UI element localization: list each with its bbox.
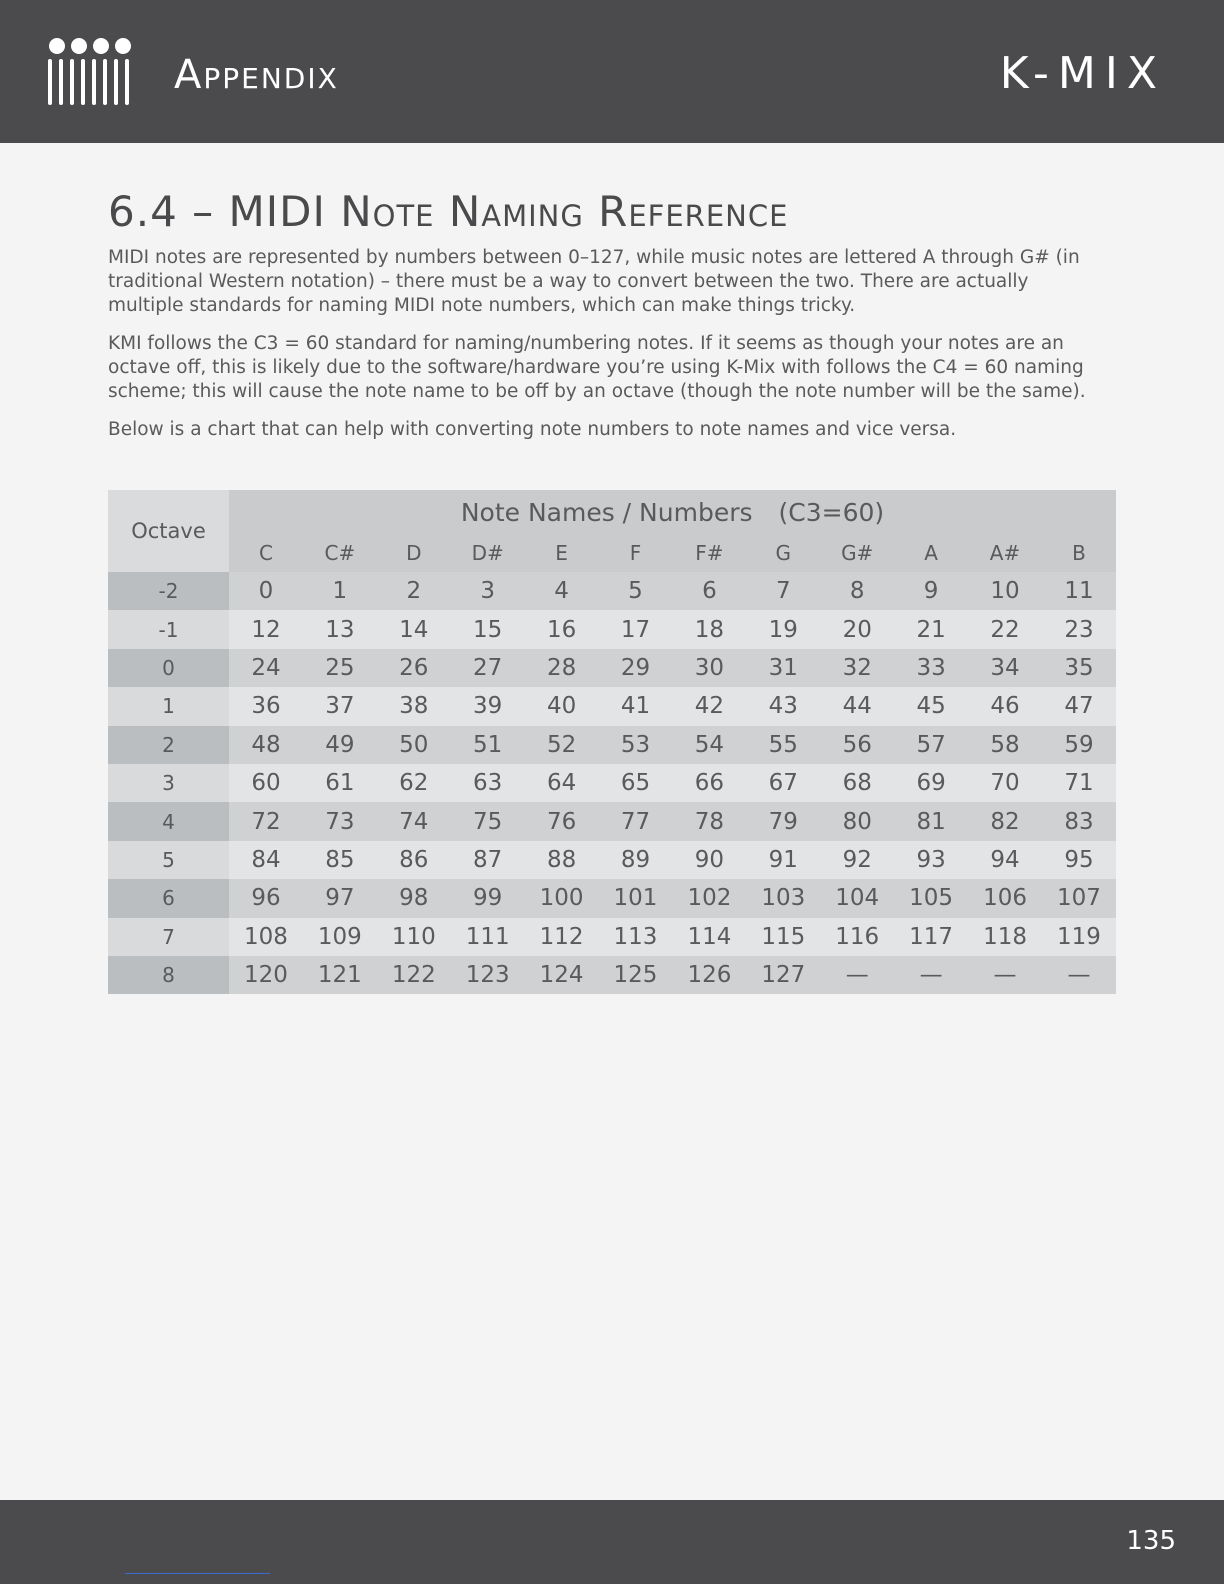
- page-number: 135: [1126, 1526, 1176, 1556]
- note-number-cell: 52: [525, 726, 599, 764]
- table-row: [108, 610, 1116, 648]
- note-number-cell: 108: [229, 918, 303, 956]
- octave-cell: -2: [108, 572, 229, 610]
- note-header-cell: E: [525, 534, 599, 572]
- note-header-cell: A: [894, 534, 968, 572]
- note-number-cell: 1: [303, 572, 377, 610]
- note-number-cell: 117: [894, 918, 968, 956]
- note-number-cell: 6: [672, 572, 746, 610]
- note-number-cell: 12: [229, 610, 303, 648]
- note-number-cell: 44: [820, 687, 894, 725]
- note-header-cell: G: [746, 534, 820, 572]
- note-number-cell: 101: [599, 879, 673, 917]
- note-number-cell: 71: [1042, 764, 1116, 802]
- note-number-cell: 111: [451, 918, 525, 956]
- note-header-cell: C#: [303, 534, 377, 572]
- note-number-cell: 37: [303, 687, 377, 725]
- note-number-cell: 36: [229, 687, 303, 725]
- note-number-cell: 76: [525, 802, 599, 840]
- note-number-cell: 32: [820, 649, 894, 687]
- note-header-cell: A#: [968, 534, 1042, 572]
- note-number-cell: 94: [968, 841, 1042, 879]
- table-row: [108, 572, 1116, 610]
- note-number-cell: 53: [599, 726, 673, 764]
- note-number-cell: 29: [599, 649, 673, 687]
- section-title: Appendix: [174, 52, 339, 98]
- footer-link-underline[interactable]: [125, 1573, 270, 1574]
- chart-intro-paragraph: Below is a chart that can help with converting note numbers to note names and vice versa.: [108, 419, 957, 440]
- note-number-cell: 98: [377, 879, 451, 917]
- octave-header: Octave: [108, 490, 229, 572]
- note-header-cell: C: [229, 534, 303, 572]
- note-number-cell: 54: [672, 726, 746, 764]
- kmi-logo-icon: [47, 37, 135, 107]
- note-number-cell: 100: [525, 879, 599, 917]
- table-row: [108, 802, 1116, 840]
- note-number-cell: 121: [303, 956, 377, 994]
- note-number-cell: 27: [451, 649, 525, 687]
- table-body: [108, 572, 1116, 994]
- note-number-cell: 60: [229, 764, 303, 802]
- note-header-cell: F: [599, 534, 673, 572]
- note-number-cell: 125: [599, 956, 673, 994]
- note-header-cell: G#: [820, 534, 894, 572]
- table-row: [108, 687, 1116, 725]
- note-number-cell: 9: [894, 572, 968, 610]
- note-number-cell: 87: [451, 841, 525, 879]
- note-number-cell: 26: [377, 649, 451, 687]
- note-number-cell: 4: [525, 572, 599, 610]
- note-number-cell: 109: [303, 918, 377, 956]
- note-names-header: [229, 490, 1116, 534]
- table-row: [108, 764, 1116, 802]
- note-number-cell: 90: [672, 841, 746, 879]
- table-row: [108, 956, 1116, 994]
- note-number-cell: 120: [229, 956, 303, 994]
- octave-cell: 3: [108, 764, 229, 802]
- note-number-cell: 35: [1042, 649, 1116, 687]
- note-number-cell: 112: [525, 918, 599, 956]
- note-number-cell: 82: [968, 802, 1042, 840]
- note-number-cell: —: [894, 956, 968, 994]
- page-header: [0, 0, 1224, 143]
- note-number-cell: 86: [377, 841, 451, 879]
- octave-cell: 8: [108, 956, 229, 994]
- note-number-cell: 34: [968, 649, 1042, 687]
- note-number-cell: 79: [746, 802, 820, 840]
- note-number-cell: 123: [451, 956, 525, 994]
- note-number-cell: 81: [894, 802, 968, 840]
- octave-cell: -1: [108, 610, 229, 648]
- note-number-cell: 18: [672, 610, 746, 648]
- note-number-cell: 67: [746, 764, 820, 802]
- note-number-cell: 113: [599, 918, 673, 956]
- note-number-cell: 99: [451, 879, 525, 917]
- note-number-cell: 83: [1042, 802, 1116, 840]
- note-number-cell: 20: [820, 610, 894, 648]
- note-number-cell: 49: [303, 726, 377, 764]
- note-number-cell: 91: [746, 841, 820, 879]
- note-number-cell: 84: [229, 841, 303, 879]
- note-header-cell: B: [1042, 534, 1116, 572]
- note-number-cell: 122: [377, 956, 451, 994]
- note-number-cell: 114: [672, 918, 746, 956]
- note-number-cell: 42: [672, 687, 746, 725]
- note-number-cell: 7: [746, 572, 820, 610]
- note-table: [108, 490, 1116, 994]
- note-number-cell: 19: [746, 610, 820, 648]
- note-number-cell: —: [968, 956, 1042, 994]
- note-header-cell: D: [377, 534, 451, 572]
- main-content: [108, 182, 1108, 456]
- note-number-cell: 116: [820, 918, 894, 956]
- note-number-cell: 11: [1042, 572, 1116, 610]
- note-number-cell: 59: [1042, 726, 1116, 764]
- note-number-cell: 46: [968, 687, 1042, 725]
- octave-cell: 5: [108, 841, 229, 879]
- note-number-cell: 39: [451, 687, 525, 725]
- note-number-cell: 41: [599, 687, 673, 725]
- note-number-cell: 61: [303, 764, 377, 802]
- page-footer: [0, 1500, 1224, 1584]
- note-number-cell: 102: [672, 879, 746, 917]
- note-number-cell: 89: [599, 841, 673, 879]
- note-number-cell: 69: [894, 764, 968, 802]
- note-number-cell: 2: [377, 572, 451, 610]
- octave-cell: 2: [108, 726, 229, 764]
- note-number-cell: 103: [746, 879, 820, 917]
- table-row: [108, 649, 1116, 687]
- note-number-cell: 77: [599, 802, 673, 840]
- note-number-cell: 95: [1042, 841, 1116, 879]
- octave-cell: 6: [108, 879, 229, 917]
- note-names-header-label: Note Names / Numbers: [460, 497, 753, 527]
- note-number-cell: 127: [746, 956, 820, 994]
- note-number-cell: 17: [599, 610, 673, 648]
- note-number-cell: 126: [672, 956, 746, 994]
- note-number-cell: 72: [229, 802, 303, 840]
- note-number-cell: 96: [229, 879, 303, 917]
- note-header-cell: F#: [672, 534, 746, 572]
- note-number-cell: 93: [894, 841, 968, 879]
- note-number-cell: 25: [303, 649, 377, 687]
- note-number-cell: 15: [451, 610, 525, 648]
- table-row: [108, 918, 1116, 956]
- note-number-cell: 85: [303, 841, 377, 879]
- note-number-cell: 119: [1042, 918, 1116, 956]
- note-number-cell: 8: [820, 572, 894, 610]
- note-number-cell: 50: [377, 726, 451, 764]
- intro-paragraph: MIDI notes are represented by numbers between 0–127, while music notes are lettered A through G# (in traditional Western notation) – there must be a way to convert between the two. There are actually multiple standards for naming MIDI note numbers, which can make things tricky.: [108, 247, 1080, 316]
- note-number-cell: 55: [746, 726, 820, 764]
- note-number-cell: 62: [377, 764, 451, 802]
- note-number-cell: 105: [894, 879, 968, 917]
- note-number-cell: 68: [820, 764, 894, 802]
- octave-cell: 1: [108, 687, 229, 725]
- note-number-cell: —: [1042, 956, 1116, 994]
- note-header-cell: D#: [451, 534, 525, 572]
- note-number-cell: 45: [894, 687, 968, 725]
- note-number-cell: 13: [303, 610, 377, 648]
- note-number-cell: 88: [525, 841, 599, 879]
- note-letter-row: [108, 534, 1116, 572]
- note-number-cell: 47: [1042, 687, 1116, 725]
- note-number-cell: 64: [525, 764, 599, 802]
- note-number-cell: 65: [599, 764, 673, 802]
- note-names-header-standard: (C3=60): [778, 497, 885, 527]
- note-number-cell: 57: [894, 726, 968, 764]
- note-number-cell: 115: [746, 918, 820, 956]
- note-number-cell: 21: [894, 610, 968, 648]
- standard-paragraph: KMI follows the C3 = 60 standard for naming/numbering notes. If it seems as though your notes are an octave off, this is likely due to the software/hardware you’re using K-Mix with follows the C4 = 60 naming scheme; this will cause the note name to be off by an octave (though the note number will be the same).: [108, 333, 1086, 402]
- note-number-cell: 110: [377, 918, 451, 956]
- table-row: [108, 879, 1116, 917]
- note-number-cell: 56: [820, 726, 894, 764]
- note-number-cell: 0: [229, 572, 303, 610]
- note-number-cell: —: [820, 956, 894, 994]
- note-number-cell: 48: [229, 726, 303, 764]
- table-row: [108, 726, 1116, 764]
- note-number-cell: 22: [968, 610, 1042, 648]
- note-number-cell: 24: [229, 649, 303, 687]
- note-number-cell: 73: [303, 802, 377, 840]
- note-number-cell: 51: [451, 726, 525, 764]
- note-number-cell: 16: [525, 610, 599, 648]
- note-number-cell: 31: [746, 649, 820, 687]
- note-number-cell: 40: [525, 687, 599, 725]
- page-title: 6.4 – MIDI Note Naming Reference: [108, 187, 789, 236]
- note-number-cell: 23: [1042, 610, 1116, 648]
- note-number-cell: 66: [672, 764, 746, 802]
- note-number-cell: 43: [746, 687, 820, 725]
- table-row: [108, 841, 1116, 879]
- note-number-cell: 104: [820, 879, 894, 917]
- note-number-cell: 58: [968, 726, 1042, 764]
- note-number-cell: 97: [303, 879, 377, 917]
- brand-wordmark: K-MIX: [999, 48, 1166, 99]
- octave-cell: 4: [108, 802, 229, 840]
- note-number-cell: 3: [451, 572, 525, 610]
- note-number-cell: 80: [820, 802, 894, 840]
- note-number-cell: 106: [968, 879, 1042, 917]
- note-number-cell: 118: [968, 918, 1042, 956]
- note-number-cell: 30: [672, 649, 746, 687]
- note-number-cell: 107: [1042, 879, 1116, 917]
- note-number-cell: 33: [894, 649, 968, 687]
- note-number-cell: 63: [451, 764, 525, 802]
- note-number-cell: 28: [525, 649, 599, 687]
- note-number-cell: 10: [968, 572, 1042, 610]
- note-number-cell: 78: [672, 802, 746, 840]
- note-number-cell: 92: [820, 841, 894, 879]
- note-number-cell: 14: [377, 610, 451, 648]
- note-number-cell: 38: [377, 687, 451, 725]
- note-number-cell: 70: [968, 764, 1042, 802]
- note-number-cell: 75: [451, 802, 525, 840]
- octave-cell: 7: [108, 918, 229, 956]
- note-number-cell: 5: [599, 572, 673, 610]
- note-number-cell: 74: [377, 802, 451, 840]
- octave-cell: 0: [108, 649, 229, 687]
- note-number-cell: 124: [525, 956, 599, 994]
